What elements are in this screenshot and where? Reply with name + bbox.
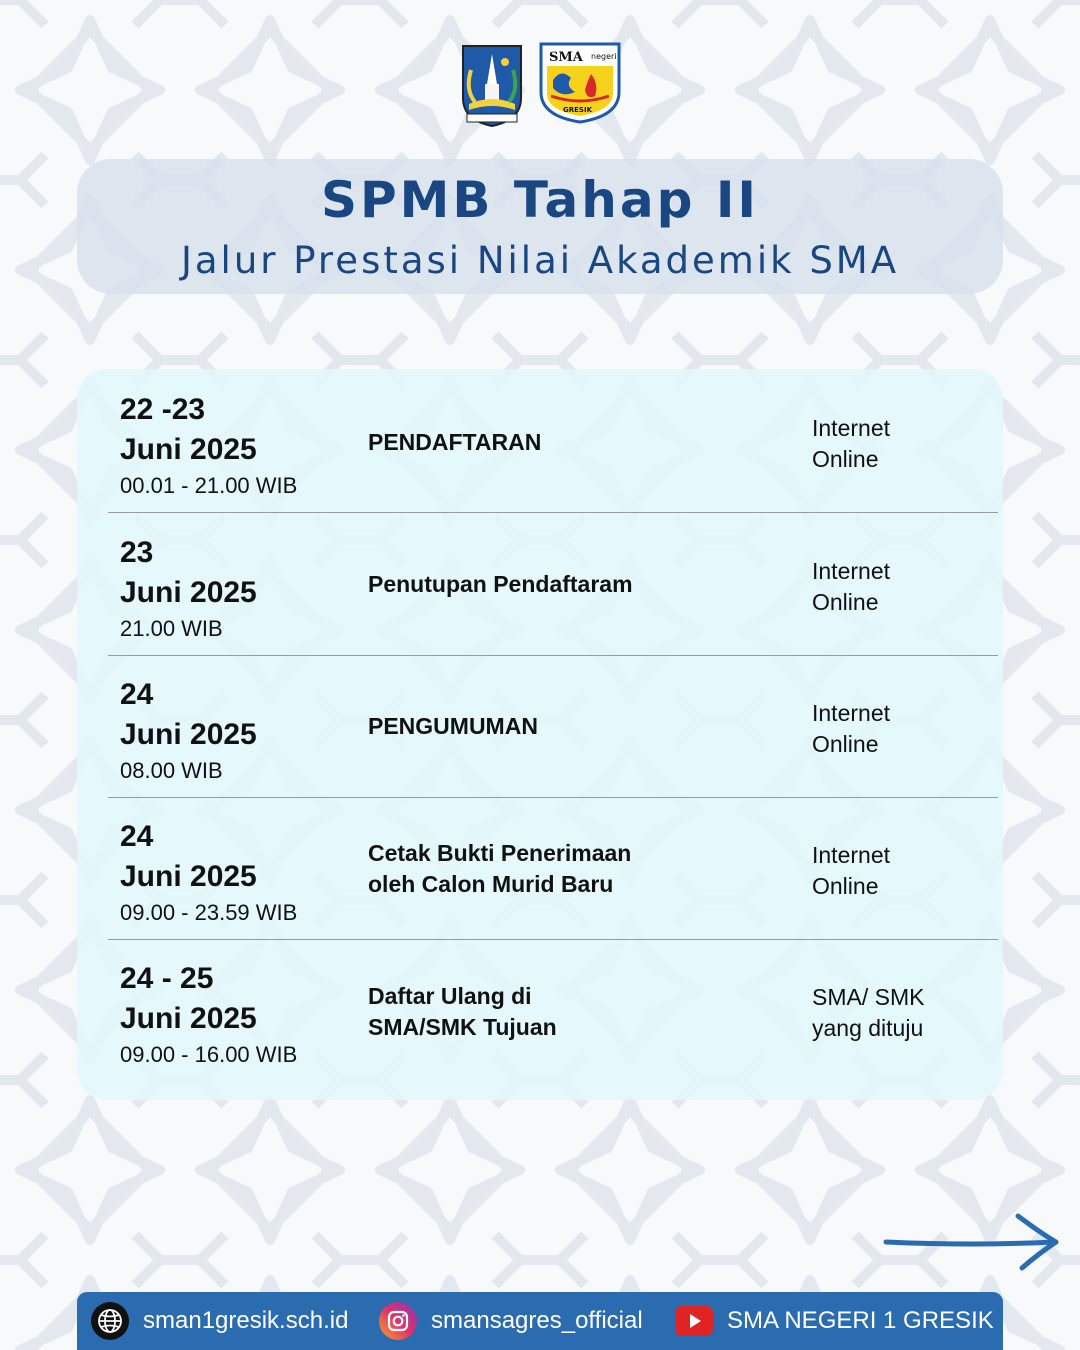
youtube-icon xyxy=(675,1306,713,1336)
date-day: 24 xyxy=(120,820,154,853)
location-line1: Internet xyxy=(812,700,890,726)
date-day: 23 xyxy=(120,536,154,569)
activity-line1: Daftar Ulang di xyxy=(368,983,532,1009)
schedule-row-registration xyxy=(108,371,998,513)
emblem-sma-text: SMA xyxy=(549,50,583,65)
east-java-province-emblem xyxy=(459,40,525,128)
location xyxy=(812,840,992,902)
location xyxy=(812,556,992,618)
time-range: 09.00 - 23.59 WIB xyxy=(120,900,298,925)
time-range: 08.00 WIB xyxy=(120,758,223,783)
location-line1: SMA/ SMK xyxy=(812,984,925,1010)
location xyxy=(812,413,992,475)
date-month: Juni 2025 xyxy=(120,576,257,609)
location-line1: Internet xyxy=(812,415,890,441)
location-line2: Online xyxy=(812,589,879,615)
location-line1: Internet xyxy=(812,842,890,868)
location-line2: Online xyxy=(812,873,879,899)
date-day: 22 -23 xyxy=(120,393,206,426)
activity-label xyxy=(368,981,698,1043)
youtube-channel[interactable]: SMA NEGERI 1 GRESIK xyxy=(727,1307,994,1334)
schedule-row-closing xyxy=(108,514,998,656)
location-line2: Online xyxy=(812,446,879,472)
time-range: 09.00 - 16.00 WIB xyxy=(120,1042,298,1067)
globe-icon xyxy=(91,1302,129,1340)
location-line2: yang dituju xyxy=(812,1015,924,1041)
instagram-handle[interactable]: smansagres_official xyxy=(431,1307,643,1334)
date-month: Juni 2025 xyxy=(120,860,257,893)
activity-label xyxy=(368,838,698,900)
title-banner xyxy=(77,159,1003,294)
time-range: 21.00 WIB xyxy=(120,616,223,641)
location xyxy=(812,982,992,1044)
footer-website[interactable] xyxy=(91,1302,348,1340)
date-month: Juni 2025 xyxy=(120,718,257,751)
location xyxy=(812,698,992,760)
location-line1: Internet xyxy=(812,558,890,584)
page-title: SPMB Tahap II xyxy=(320,171,760,229)
instagram-icon xyxy=(379,1302,417,1340)
activity-line2: oleh Calon Murid Baru xyxy=(368,871,614,897)
schedule-panel xyxy=(77,369,1003,1100)
date-month: Juni 2025 xyxy=(120,433,257,466)
activity-label: PENGUMUMAN xyxy=(368,713,538,739)
activity-line2: SMA/SMK Tujuan xyxy=(368,1014,557,1040)
schedule-row-announcement xyxy=(108,656,998,798)
date-day: 24 xyxy=(120,678,154,711)
schedule-row-re-registration xyxy=(108,940,998,1082)
date-month: Juni 2025 xyxy=(120,1002,257,1035)
page-subtitle: Jalur Prestasi Nilai Akademik SMA xyxy=(180,239,900,282)
date-day: 24 - 25 xyxy=(120,962,214,995)
footer-instagram[interactable] xyxy=(379,1302,643,1340)
right-arrow-icon[interactable] xyxy=(882,1210,1064,1274)
activity-label: Penutupan Pendaftaram xyxy=(368,571,633,597)
activity-line1: Cetak Bukti Penerimaan xyxy=(368,840,632,866)
schedule-row-print-proof xyxy=(108,798,998,940)
activity-label: PENDAFTARAN xyxy=(368,429,542,455)
emblem-negeri-text: negeri xyxy=(591,52,617,61)
location-line2: Online xyxy=(812,731,879,757)
footer-youtube[interactable] xyxy=(675,1302,994,1340)
website-link[interactable]: sman1gresik.sch.id xyxy=(143,1307,349,1334)
footer-bar xyxy=(77,1292,1003,1350)
header-logos xyxy=(0,40,1080,128)
sma-negeri-gresik-emblem xyxy=(539,40,621,124)
time-range: 00.01 - 21.00 WIB xyxy=(120,473,298,498)
emblem-gresik-text: GRESIK xyxy=(563,106,592,114)
